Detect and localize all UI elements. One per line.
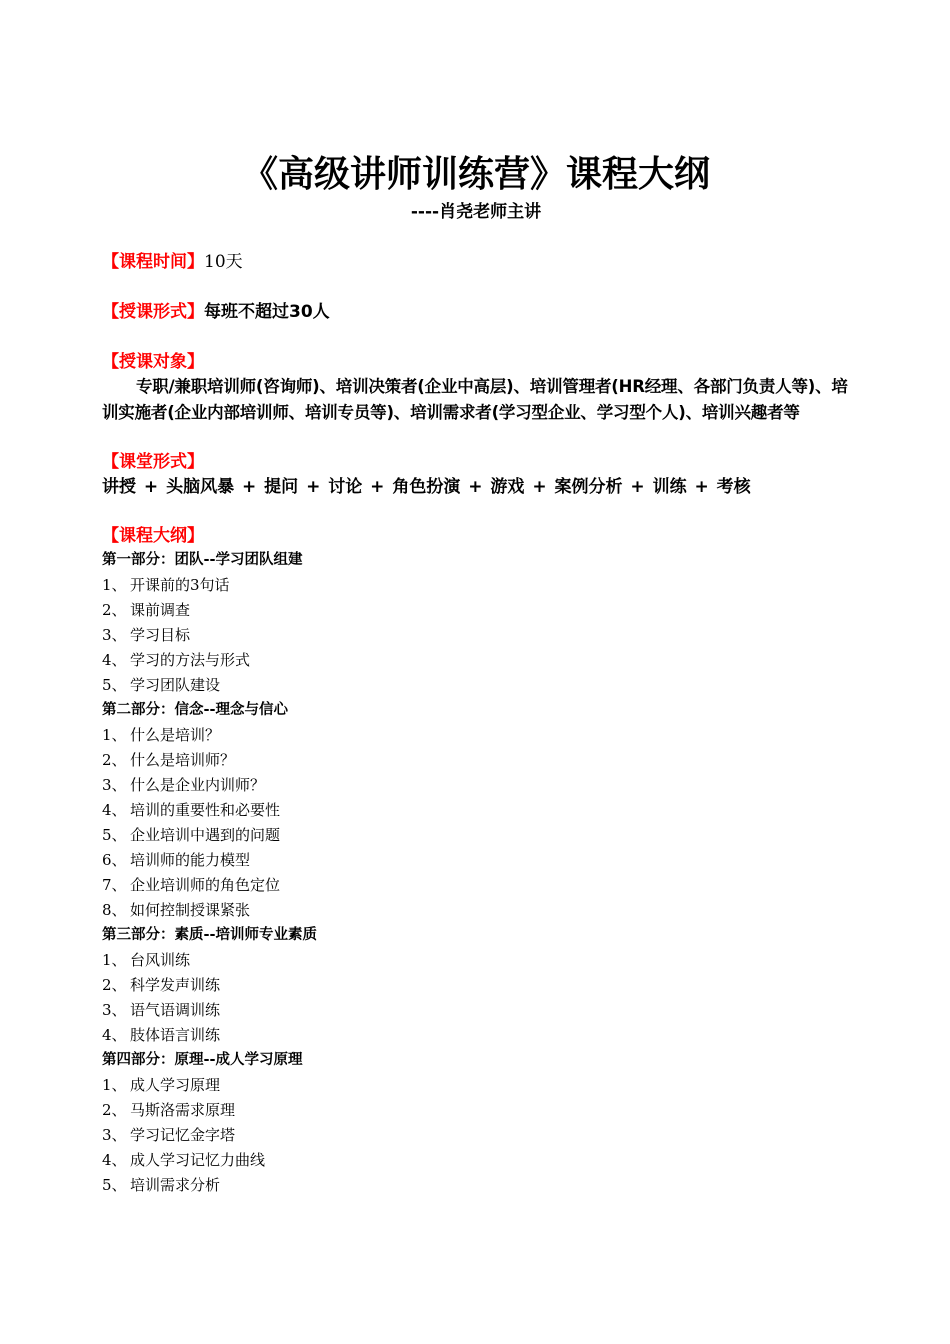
audience-text: 专职/兼职培训师(咨询师)、培训决策者(企业中高层)、培训管理者(HR经理、各部门负责人等)、培训实施者(企业内部培训师、培训专员等)、培训需求者(学习型企业、学习型个人)、培训兴趣者等 xyxy=(102,377,848,422)
outline-item xyxy=(102,1173,850,1198)
audience-heading xyxy=(102,350,850,374)
outline-item-number: 4、 xyxy=(102,801,127,819)
classroom-heading xyxy=(102,450,850,474)
outline-item xyxy=(102,773,850,798)
outline-item-text: 学习团队建设 xyxy=(130,676,221,694)
course-time-row xyxy=(102,250,850,274)
outline-item-number: 7、 xyxy=(102,876,127,894)
audience-label: 【授课对象】 xyxy=(102,352,204,372)
outline-heading xyxy=(102,524,850,548)
outline-item-number: 4、 xyxy=(102,651,127,669)
outline-item xyxy=(102,898,850,923)
outline-item-number: 1、 xyxy=(102,576,127,594)
outline-item-number: 3、 xyxy=(102,776,127,794)
class-format-label: 【授课形式】 xyxy=(102,302,204,322)
document-page xyxy=(102,150,850,1198)
outline-item xyxy=(102,573,850,598)
outline-item-number: 3、 xyxy=(102,1001,127,1019)
outline-item xyxy=(102,873,850,898)
outline-item xyxy=(102,598,850,623)
classroom-text: 讲授 + 头脑风暴 + 提问 + 讨论 + 角色扮演 + 游戏 + 案例分析 + 训练 + 考核 xyxy=(102,477,751,497)
outline-item-text: 成人学习原理 xyxy=(130,1076,221,1094)
outline-item-text: 开课前的3句话 xyxy=(130,576,230,594)
course-time-value: 10天 xyxy=(204,252,243,272)
class-format-value: 每班不超过30人 xyxy=(204,302,330,322)
outline-item-text: 肢体语言训练 xyxy=(130,1026,221,1044)
outline-item-number: 3、 xyxy=(102,1126,127,1144)
outline-item-text: 培训师的能力模型 xyxy=(130,851,251,869)
outline-item-text: 台风训练 xyxy=(130,951,191,969)
outline-item xyxy=(102,673,850,698)
outline-item-number: 2、 xyxy=(102,751,127,769)
outline-item-number: 4、 xyxy=(102,1026,127,1044)
outline-item xyxy=(102,1148,850,1173)
outline-item xyxy=(102,748,850,773)
outline-item-number: 2、 xyxy=(102,1101,127,1119)
document-subtitle: ----肖尧老师主讲 xyxy=(410,202,542,222)
outline-item-number: 1、 xyxy=(102,726,127,744)
outline-item-text: 学习记忆金字塔 xyxy=(130,1126,236,1144)
outline-item-text: 什么是培训师？ xyxy=(130,751,236,769)
outline-item xyxy=(102,998,850,1023)
outline-item-number: 2、 xyxy=(102,976,127,994)
course-time-label: 【课程时间】 xyxy=(102,252,204,272)
outline-item xyxy=(102,648,850,673)
outline-item-text: 学习的方法与形式 xyxy=(130,651,251,669)
outline-label: 【课程大纲】 xyxy=(102,526,204,546)
outline-item xyxy=(102,823,850,848)
document-title: 《高级讲师训练营》课程大纲 xyxy=(241,154,710,195)
outline-item-text: 学习目标 xyxy=(130,626,191,644)
outline-item-number: 4、 xyxy=(102,1151,127,1169)
outline-item-number: 5、 xyxy=(102,1176,127,1194)
outline-item xyxy=(102,848,850,873)
outline-item-text: 企业培训中遇到的问题 xyxy=(130,826,281,844)
outline-item-text: 什么是企业内训师？ xyxy=(130,776,266,794)
outline-item xyxy=(102,1098,850,1123)
outline-item-number: 8、 xyxy=(102,901,127,919)
outline-item-text: 课前调查 xyxy=(130,601,191,619)
outline-item-text: 科学发声训练 xyxy=(130,976,221,994)
classroom-label: 【课堂形式】 xyxy=(102,452,204,472)
outline-item-text: 语气语调训练 xyxy=(130,1001,221,1019)
outline-item-number: 5、 xyxy=(102,676,127,694)
outline-item-text: 如何控制授课紧张 xyxy=(130,901,251,919)
outline-item-text: 什么是培训？ xyxy=(130,726,221,744)
outline-item xyxy=(102,948,850,973)
outline-item xyxy=(102,798,850,823)
outline-item-number: 3、 xyxy=(102,626,127,644)
outline-item-text: 企业培训师的角色定位 xyxy=(130,876,281,894)
outline-item-number: 6、 xyxy=(102,851,127,869)
outline-part-title: 第一部分：团队--学习团队组建 xyxy=(102,552,303,568)
outline-item-text: 马斯洛需求原理 xyxy=(130,1101,236,1119)
outline-item-number: 1、 xyxy=(102,1076,127,1094)
outline-item xyxy=(102,1023,850,1048)
outline-item xyxy=(102,1123,850,1148)
outline-item-number: 2、 xyxy=(102,601,127,619)
outline-part-title: 第三部分：素质--培训师专业素质 xyxy=(102,927,318,943)
outline-part-title: 第四部分：原理--成人学习原理 xyxy=(102,1052,303,1068)
outline-item xyxy=(102,1073,850,1098)
outline-part-title: 第二部分：信念--理念与信心 xyxy=(102,702,289,718)
outline-list xyxy=(102,548,850,1198)
outline-item-text: 培训需求分析 xyxy=(130,1176,221,1194)
outline-item-text: 成人学习记忆力曲线 xyxy=(130,1151,266,1169)
outline-item-text: 培训的重要性和必要性 xyxy=(130,801,281,819)
outline-item-number: 1、 xyxy=(102,951,127,969)
class-format-row xyxy=(102,300,850,324)
outline-item xyxy=(102,723,850,748)
outline-item-number: 5、 xyxy=(102,826,127,844)
outline-item xyxy=(102,623,850,648)
outline-item xyxy=(102,973,850,998)
